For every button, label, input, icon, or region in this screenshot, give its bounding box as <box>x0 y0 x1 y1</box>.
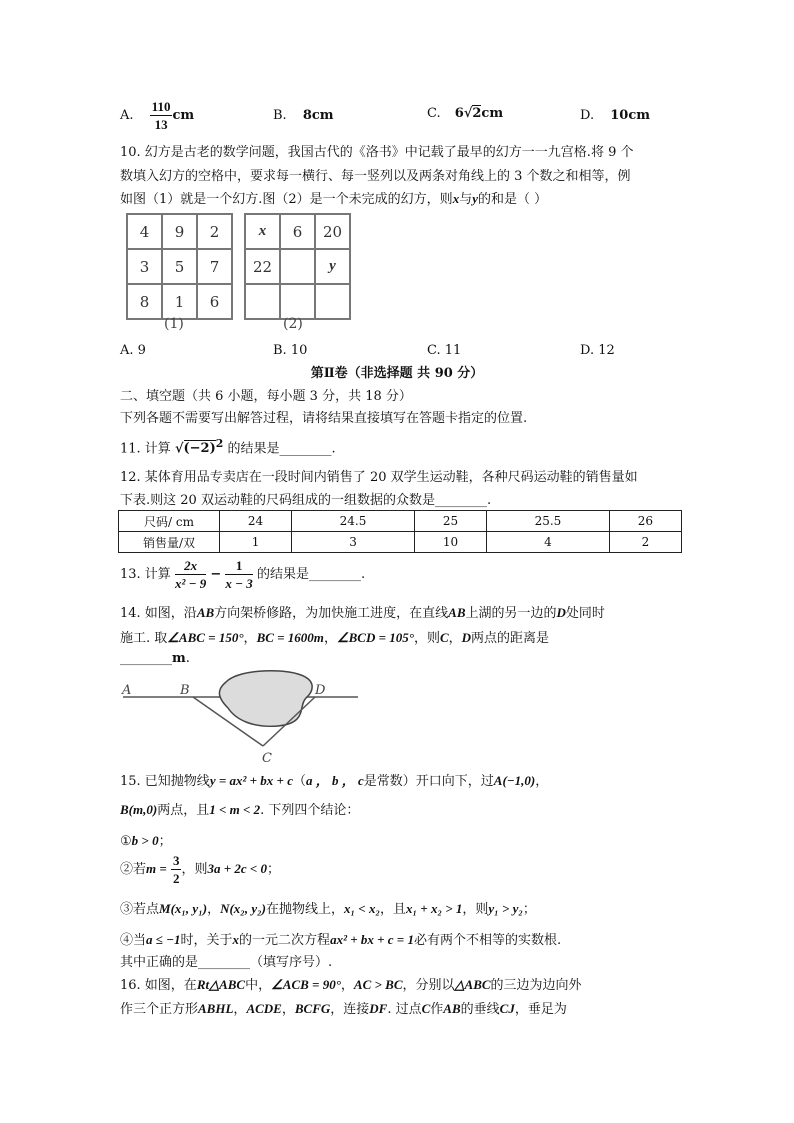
grid2-caption: (2) <box>283 316 303 332</box>
label-b: B <box>180 683 190 698</box>
grid1-cell: 7 <box>197 249 232 284</box>
table-cell: 24 <box>220 511 292 532</box>
grid1-cell: 4 <box>127 214 162 249</box>
grid2-cell <box>280 249 315 284</box>
q11: 11. 计算 $√(-2)^2$ 的结果是________. <box>120 437 336 457</box>
section-heading: 二、填空题（共 6 小题，每小题 3 分，共 18 分） <box>120 389 412 404</box>
q10-line1: 10. 幻方是古老的数学问题，我国古代的《洛书》中记载了最早的幻方一一九宫格.将 9 个 <box>120 145 634 160</box>
grid1-cell: 2 <box>197 214 232 249</box>
grid2-cell: x <box>245 214 280 249</box>
q10-option-a: A. 9 <box>120 343 146 358</box>
q15-line2: B(m,0)两点，且1 < m < 2. 下列四个结论： <box>120 802 360 818</box>
grid1-cell: 3 <box>127 249 162 284</box>
grid1-cell: 5 <box>162 249 197 284</box>
table-cell: 4 <box>487 532 610 553</box>
q10-option-d: D. 12 <box>580 343 615 358</box>
q14-line1: 14. 如图，沿AB方向架桥修路，为加快施工进度，在直线AB上湖的另一边的D处同时 <box>120 605 605 621</box>
label-a: A <box>122 683 132 698</box>
q9-option-a: A. $\frac{110}{13}$ cm <box>120 99 195 132</box>
grid1-cell: 6 <box>197 284 232 319</box>
q10-line2: 数填入幻方的空格中，要求每一横行、每一竖列以及两条对角线上的 3 个数之和相等，例 <box>120 169 631 184</box>
bridge-lake-diagram <box>118 668 368 768</box>
table-row <box>119 532 682 553</box>
sqrt-symbol: √ <box>174 441 184 457</box>
label-c: C <box>262 751 272 766</box>
table-cell: 3 <box>292 532 415 553</box>
section-instruction: 下列各题不需要写出解答过程，请将结果直接填写在答题卡指定的位置. <box>120 411 528 426</box>
q12-line2: 下表.则这 20 双运动鞋的尺码组成的一组数据的众数是________. <box>120 493 492 508</box>
q15-conclusion-4: ④当a ≤ −1时，关于x的一元二次方程ax² + bx + c = 1必有两个不相等的实数根. <box>120 932 562 948</box>
grid2-cell: 22 <box>245 249 280 284</box>
q9-option-c: C. 6√2cm <box>427 106 504 121</box>
q14-line3: ________m. <box>120 651 190 666</box>
q16-line2: 作三个正方形ABHL，ACDE，BCFG，连接DF. 过点C作AB的垂线CJ，垂足为 <box>120 1001 567 1017</box>
q13-fraction-1: $\frac{2x}{\text{x² − 9}}$ <box>174 558 207 591</box>
q13-fraction-2: $\frac{1}{x - 3}$ <box>225 558 253 591</box>
part2-title: 第Ⅱ卷（非选择题 共 90 分） <box>310 366 484 381</box>
table-cell: 24.5 <box>292 511 415 532</box>
grid2-cell: 6 <box>280 214 315 249</box>
table-header-size: 尺码/ cm <box>119 511 220 532</box>
grid1-cell: 1 <box>162 284 197 319</box>
q16-line1: 16. 如图，在Rt△ABC中，∠ACB = 90°，AC > BC，分别以△ABC的三边为边向外 <box>120 977 582 993</box>
q13: 13. 计算 $\frac{2x}{\text{x² − 9}}$ − $\frac{1}{x - 3}$ 的结果是________. <box>120 558 366 591</box>
q15-fraction: $\frac{3}{2}$ <box>172 853 180 886</box>
q15-answer: 其中正确的是________（填写序号）. <box>120 955 333 970</box>
table-cell: 26 <box>609 511 681 532</box>
magic-square-2 <box>244 213 351 320</box>
grid1-cell: 8 <box>127 284 162 319</box>
grid2-cell <box>280 284 315 319</box>
q12-line1: 12. 某体育用品专卖店在一段时间内销售了 20 双学生运动鞋，各种尺码运动鞋的销售量如 <box>120 470 638 485</box>
q9-option-b: B. 8cm <box>273 108 334 123</box>
grid2-cell: 20 <box>315 214 350 249</box>
table-cell: 2 <box>609 532 681 553</box>
q14-line2: 施工. 取∠ABC = 150°，BC = 1600m，∠BCD = 105°，则C，D两点的距离是 <box>120 630 550 646</box>
lake-shape <box>219 671 312 727</box>
shoe-size-table <box>118 510 682 553</box>
grid2-cell <box>315 284 350 319</box>
q10-option-c: C. 11 <box>427 343 462 358</box>
grid1-caption: (1) <box>164 316 184 332</box>
q9-a-fraction: $\frac{110}{13}$ <box>151 99 171 132</box>
table-header-sales: 销售量/双 <box>119 532 220 553</box>
q15-conclusion-3: ③若点M(x₁, y₁)，N(x₂, y₂)在抛物线上，x₁ < x₂，且x₁ + x₂ > 1，则y₁ > y₂； <box>120 901 536 917</box>
q10-option-b: B. 10 <box>273 343 308 358</box>
q10-line3: 如图（1）就是一个幻方.图（2）是一个未完成的幻方，则x与y的和是（ ） <box>120 191 548 207</box>
table-cell: 25.5 <box>487 511 610 532</box>
table-cell: 1 <box>220 532 292 553</box>
grid2-cell <box>245 284 280 319</box>
table-cell: 25 <box>414 511 486 532</box>
grid2-cell: y <box>315 249 350 284</box>
q9-option-d: D. 10cm <box>580 108 650 123</box>
q15-conclusion-2: ②若m = $\frac{3}{2}$ ，则3a + 2c < 0； <box>120 853 281 886</box>
label-d: D <box>315 683 326 698</box>
table-cell: 10 <box>414 532 486 553</box>
grid1-cell: 9 <box>162 214 197 249</box>
q15-conclusion-1: ①b > 0； <box>120 833 172 849</box>
sqrt-symbol: √ <box>463 106 473 121</box>
magic-square-1 <box>126 213 233 320</box>
q15-line1: 15. 已知抛物线y = ax² + bx + c（a ， b ， c是常数）开口向下，过A(−1,0)， <box>120 773 549 789</box>
table-row <box>119 511 682 532</box>
